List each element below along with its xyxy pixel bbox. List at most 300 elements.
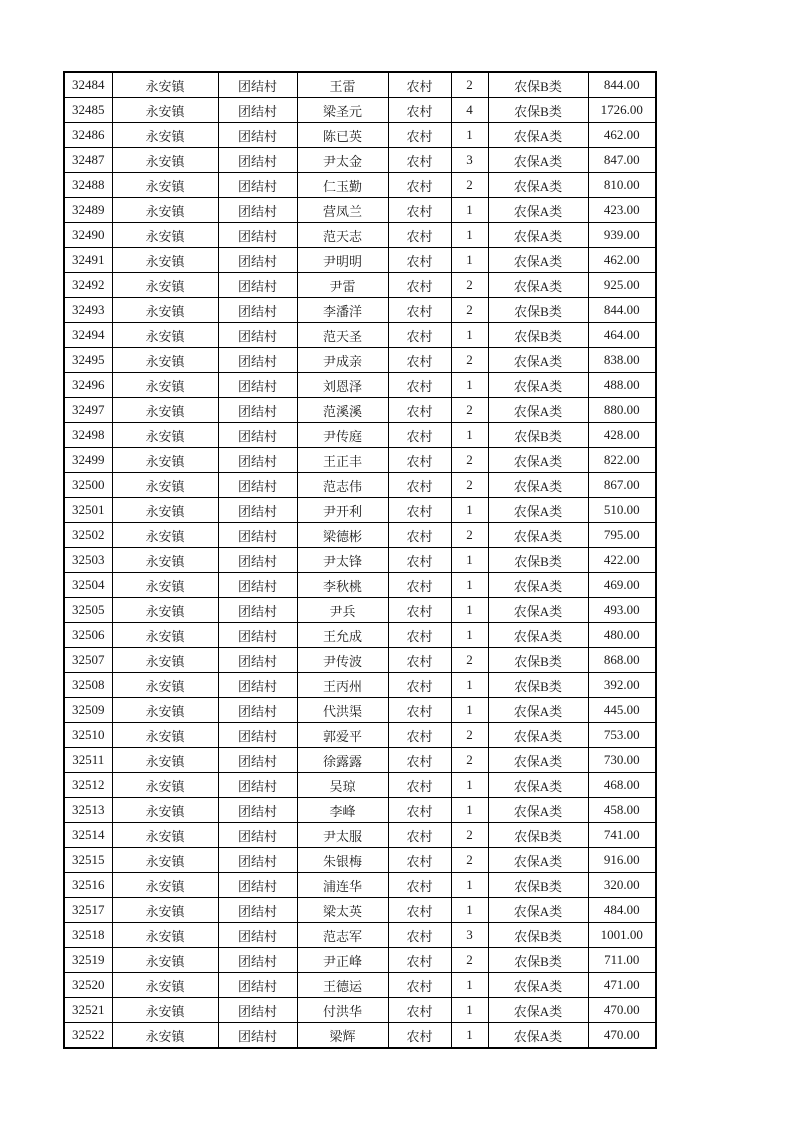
cell-category: 农保A类 — [488, 748, 588, 773]
cell-count: 2 — [451, 72, 488, 98]
cell-town: 永安镇 — [112, 673, 218, 698]
cell-category: 农保B类 — [488, 423, 588, 448]
cell-amount: 880.00 — [588, 398, 656, 423]
cell-count: 2 — [451, 523, 488, 548]
cell-name: 尹传庭 — [297, 423, 388, 448]
cell-id: 32508 — [64, 673, 112, 698]
cell-type: 农村 — [388, 773, 451, 798]
table-row — [64, 72, 656, 98]
cell-name: 吴琼 — [297, 773, 388, 798]
cell-amount: 422.00 — [588, 548, 656, 573]
cell-id: 32512 — [64, 773, 112, 798]
cell-town: 永安镇 — [112, 398, 218, 423]
cell-count: 1 — [451, 223, 488, 248]
cell-type: 农村 — [388, 473, 451, 498]
cell-count: 1 — [451, 623, 488, 648]
cell-amount: 462.00 — [588, 123, 656, 148]
cell-category: 农保B类 — [488, 98, 588, 123]
cell-village: 团结村 — [218, 198, 297, 223]
cell-town: 永安镇 — [112, 923, 218, 948]
cell-amount: 458.00 — [588, 798, 656, 823]
table-row — [64, 348, 656, 373]
cell-name: 王正丰 — [297, 448, 388, 473]
cell-name: 王德运 — [297, 973, 388, 998]
cell-town: 永安镇 — [112, 823, 218, 848]
cell-amount: 493.00 — [588, 598, 656, 623]
cell-count: 2 — [451, 273, 488, 298]
cell-category: 农保A类 — [488, 123, 588, 148]
cell-name: 朱银梅 — [297, 848, 388, 873]
table-row — [64, 598, 656, 623]
cell-count: 1 — [451, 423, 488, 448]
cell-village: 团结村 — [218, 298, 297, 323]
cell-id: 32493 — [64, 298, 112, 323]
cell-type: 农村 — [388, 248, 451, 273]
cell-id: 32498 — [64, 423, 112, 448]
cell-category: 农保A类 — [488, 573, 588, 598]
cell-town: 永安镇 — [112, 723, 218, 748]
cell-category: 农保B类 — [488, 873, 588, 898]
cell-name: 范志军 — [297, 923, 388, 948]
cell-id: 32485 — [64, 98, 112, 123]
cell-name: 尹正峰 — [297, 948, 388, 973]
cell-category: 农保A类 — [488, 723, 588, 748]
cell-village: 团结村 — [218, 673, 297, 698]
cell-village: 团结村 — [218, 348, 297, 373]
cell-town: 永安镇 — [112, 423, 218, 448]
cell-count: 3 — [451, 148, 488, 173]
cell-count: 1 — [451, 973, 488, 998]
cell-id: 32516 — [64, 873, 112, 898]
cell-amount: 730.00 — [588, 748, 656, 773]
cell-count: 4 — [451, 98, 488, 123]
cell-category: 农保A类 — [488, 398, 588, 423]
cell-count: 1 — [451, 573, 488, 598]
cell-town: 永安镇 — [112, 98, 218, 123]
cell-id: 32507 — [64, 648, 112, 673]
cell-category: 农保A类 — [488, 623, 588, 648]
table-row — [64, 398, 656, 423]
cell-village: 团结村 — [218, 848, 297, 873]
table-row — [64, 473, 656, 498]
cell-type: 农村 — [388, 898, 451, 923]
cell-id: 32489 — [64, 198, 112, 223]
cell-village: 团结村 — [218, 598, 297, 623]
cell-amount: 916.00 — [588, 848, 656, 873]
cell-id: 32510 — [64, 723, 112, 748]
cell-id: 32494 — [64, 323, 112, 348]
cell-name: 梁太英 — [297, 898, 388, 923]
cell-id: 32491 — [64, 248, 112, 273]
cell-id: 32514 — [64, 823, 112, 848]
cell-id: 32484 — [64, 72, 112, 98]
cell-category: 农保B类 — [488, 298, 588, 323]
cell-name: 尹开利 — [297, 498, 388, 523]
cell-town: 永安镇 — [112, 1023, 218, 1049]
cell-count: 2 — [451, 448, 488, 473]
cell-name: 付洪华 — [297, 998, 388, 1023]
cell-amount: 753.00 — [588, 723, 656, 748]
cell-category: 农保B类 — [488, 673, 588, 698]
cell-count: 2 — [451, 748, 488, 773]
table-row — [64, 323, 656, 348]
cell-id: 32486 — [64, 123, 112, 148]
cell-town: 永安镇 — [112, 773, 218, 798]
cell-village: 团结村 — [218, 698, 297, 723]
cell-amount: 741.00 — [588, 823, 656, 848]
cell-type: 农村 — [388, 223, 451, 248]
cell-town: 永安镇 — [112, 873, 218, 898]
cell-category: 农保A类 — [488, 973, 588, 998]
cell-count: 2 — [451, 348, 488, 373]
cell-count: 1 — [451, 198, 488, 223]
cell-count: 3 — [451, 923, 488, 948]
cell-count: 1 — [451, 598, 488, 623]
table-row — [64, 173, 656, 198]
cell-amount: 484.00 — [588, 898, 656, 923]
cell-id: 32513 — [64, 798, 112, 823]
cell-type: 农村 — [388, 298, 451, 323]
cell-village: 团结村 — [218, 173, 297, 198]
cell-amount: 464.00 — [588, 323, 656, 348]
cell-count: 1 — [451, 1023, 488, 1049]
table-row — [64, 148, 656, 173]
table-row — [64, 798, 656, 823]
cell-amount: 468.00 — [588, 773, 656, 798]
cell-count: 2 — [451, 298, 488, 323]
cell-type: 农村 — [388, 373, 451, 398]
cell-category: 农保B类 — [488, 648, 588, 673]
cell-village: 团结村 — [218, 323, 297, 348]
cell-village: 团结村 — [218, 398, 297, 423]
cell-name: 梁德彬 — [297, 523, 388, 548]
cell-amount: 469.00 — [588, 573, 656, 598]
cell-village: 团结村 — [218, 573, 297, 598]
table-row — [64, 823, 656, 848]
cell-count: 1 — [451, 248, 488, 273]
cell-village: 团结村 — [218, 1023, 297, 1049]
cell-count: 2 — [451, 848, 488, 873]
cell-name: 营凤兰 — [297, 198, 388, 223]
cell-type: 农村 — [388, 648, 451, 673]
cell-amount: 867.00 — [588, 473, 656, 498]
cell-category: 农保A类 — [488, 223, 588, 248]
cell-amount: 1001.00 — [588, 923, 656, 948]
cell-name: 范天志 — [297, 223, 388, 248]
cell-category: 农保B类 — [488, 72, 588, 98]
cell-amount: 471.00 — [588, 973, 656, 998]
cell-town: 永安镇 — [112, 148, 218, 173]
cell-name: 王丙州 — [297, 673, 388, 698]
cell-id: 32518 — [64, 923, 112, 948]
cell-type: 农村 — [388, 423, 451, 448]
table-row — [64, 298, 656, 323]
cell-type: 农村 — [388, 973, 451, 998]
cell-village: 团结村 — [218, 873, 297, 898]
table-row — [64, 648, 656, 673]
cell-amount: 470.00 — [588, 1023, 656, 1049]
cell-count: 1 — [451, 548, 488, 573]
cell-village: 团结村 — [218, 923, 297, 948]
cell-name: 范溪溪 — [297, 398, 388, 423]
cell-town: 永安镇 — [112, 198, 218, 223]
cell-type: 农村 — [388, 198, 451, 223]
table-row — [64, 698, 656, 723]
cell-name: 梁圣元 — [297, 98, 388, 123]
cell-category: 农保A类 — [488, 348, 588, 373]
cell-id: 32502 — [64, 523, 112, 548]
cell-count: 1 — [451, 898, 488, 923]
cell-count: 2 — [451, 948, 488, 973]
table-row — [64, 123, 656, 148]
cell-amount: 822.00 — [588, 448, 656, 473]
cell-count: 1 — [451, 323, 488, 348]
cell-category: 农保A类 — [488, 773, 588, 798]
table-row — [64, 423, 656, 448]
table-row — [64, 98, 656, 123]
cell-town: 永安镇 — [112, 798, 218, 823]
cell-id: 32509 — [64, 698, 112, 723]
cell-count: 1 — [451, 498, 488, 523]
table-row — [64, 898, 656, 923]
cell-id: 32500 — [64, 473, 112, 498]
cell-name: 尹太服 — [297, 823, 388, 848]
insurance-roster-table — [63, 71, 657, 1049]
cell-type: 农村 — [388, 523, 451, 548]
cell-id: 32521 — [64, 998, 112, 1023]
cell-village: 团结村 — [218, 423, 297, 448]
cell-type: 农村 — [388, 623, 451, 648]
cell-category: 农保A类 — [488, 998, 588, 1023]
cell-name: 刘恩泽 — [297, 373, 388, 398]
cell-town: 永安镇 — [112, 323, 218, 348]
cell-town: 永安镇 — [112, 548, 218, 573]
cell-id: 32506 — [64, 623, 112, 648]
cell-amount: 868.00 — [588, 648, 656, 673]
cell-type: 农村 — [388, 823, 451, 848]
cell-type: 农村 — [388, 498, 451, 523]
cell-type: 农村 — [388, 448, 451, 473]
cell-town: 永安镇 — [112, 298, 218, 323]
cell-category: 农保A类 — [488, 848, 588, 873]
cell-village: 团结村 — [218, 72, 297, 98]
cell-id: 32488 — [64, 173, 112, 198]
cell-town: 永安镇 — [112, 498, 218, 523]
cell-type: 农村 — [388, 348, 451, 373]
cell-village: 团结村 — [218, 973, 297, 998]
cell-id: 32520 — [64, 973, 112, 998]
cell-amount: 711.00 — [588, 948, 656, 973]
cell-town: 永安镇 — [112, 748, 218, 773]
cell-amount: 510.00 — [588, 498, 656, 523]
cell-town: 永安镇 — [112, 173, 218, 198]
cell-name: 李峰 — [297, 798, 388, 823]
cell-name: 尹成亲 — [297, 348, 388, 373]
cell-town: 永安镇 — [112, 523, 218, 548]
table-row — [64, 548, 656, 573]
cell-town: 永安镇 — [112, 473, 218, 498]
cell-count: 2 — [451, 723, 488, 748]
cell-amount: 320.00 — [588, 873, 656, 898]
cell-town: 永安镇 — [112, 898, 218, 923]
cell-amount: 939.00 — [588, 223, 656, 248]
cell-name: 尹传波 — [297, 648, 388, 673]
cell-amount: 480.00 — [588, 623, 656, 648]
cell-town: 永安镇 — [112, 848, 218, 873]
cell-town: 永安镇 — [112, 698, 218, 723]
cell-name: 代洪渠 — [297, 698, 388, 723]
cell-count: 1 — [451, 373, 488, 398]
cell-category: 农保B类 — [488, 948, 588, 973]
cell-village: 团结村 — [218, 373, 297, 398]
cell-name: 范志伟 — [297, 473, 388, 498]
cell-town: 永安镇 — [112, 573, 218, 598]
cell-category: 农保A类 — [488, 498, 588, 523]
cell-village: 团结村 — [218, 148, 297, 173]
cell-town: 永安镇 — [112, 948, 218, 973]
cell-id: 32495 — [64, 348, 112, 373]
cell-type: 农村 — [388, 173, 451, 198]
cell-category: 农保A类 — [488, 448, 588, 473]
cell-amount: 470.00 — [588, 998, 656, 1023]
cell-count: 1 — [451, 798, 488, 823]
cell-count: 2 — [451, 473, 488, 498]
cell-village: 团结村 — [218, 623, 297, 648]
cell-count: 2 — [451, 398, 488, 423]
cell-name: 范天圣 — [297, 323, 388, 348]
cell-category: 农保B类 — [488, 923, 588, 948]
cell-village: 团结村 — [218, 948, 297, 973]
cell-category: 农保A类 — [488, 698, 588, 723]
cell-town: 永安镇 — [112, 223, 218, 248]
cell-village: 团结村 — [218, 448, 297, 473]
table-row — [64, 198, 656, 223]
cell-category: 农保A类 — [488, 173, 588, 198]
cell-count: 2 — [451, 823, 488, 848]
table-row — [64, 273, 656, 298]
table-body — [64, 72, 656, 1048]
cell-amount: 844.00 — [588, 298, 656, 323]
cell-amount: 445.00 — [588, 698, 656, 723]
cell-name: 李秋桃 — [297, 573, 388, 598]
cell-id: 32497 — [64, 398, 112, 423]
cell-count: 1 — [451, 873, 488, 898]
cell-amount: 810.00 — [588, 173, 656, 198]
table-row — [64, 723, 656, 748]
table-row — [64, 773, 656, 798]
cell-type: 农村 — [388, 98, 451, 123]
table-row — [64, 973, 656, 998]
cell-type: 农村 — [388, 698, 451, 723]
cell-village: 团结村 — [218, 473, 297, 498]
cell-amount: 795.00 — [588, 523, 656, 548]
cell-town: 永安镇 — [112, 973, 218, 998]
table-row — [64, 998, 656, 1023]
cell-amount: 428.00 — [588, 423, 656, 448]
cell-town: 永安镇 — [112, 248, 218, 273]
cell-amount: 462.00 — [588, 248, 656, 273]
cell-id: 32496 — [64, 373, 112, 398]
cell-type: 农村 — [388, 398, 451, 423]
table-row — [64, 248, 656, 273]
cell-name: 尹明明 — [297, 248, 388, 273]
cell-village: 团结村 — [218, 748, 297, 773]
cell-id: 32505 — [64, 598, 112, 623]
cell-id: 32517 — [64, 898, 112, 923]
table-row — [64, 373, 656, 398]
table-row — [64, 523, 656, 548]
cell-amount: 488.00 — [588, 373, 656, 398]
cell-type: 农村 — [388, 673, 451, 698]
cell-category: 农保A类 — [488, 523, 588, 548]
cell-village: 团结村 — [218, 723, 297, 748]
cell-village: 团结村 — [218, 648, 297, 673]
cell-amount: 847.00 — [588, 148, 656, 173]
cell-type: 农村 — [388, 72, 451, 98]
cell-category: 农保A类 — [488, 798, 588, 823]
table-row — [64, 748, 656, 773]
cell-category: 农保B类 — [488, 323, 588, 348]
cell-name: 王雷 — [297, 72, 388, 98]
cell-name: 梁辉 — [297, 1023, 388, 1049]
table-row — [64, 848, 656, 873]
cell-village: 团结村 — [218, 223, 297, 248]
table-row — [64, 873, 656, 898]
table-row — [64, 673, 656, 698]
cell-category: 农保B类 — [488, 548, 588, 573]
cell-type: 农村 — [388, 573, 451, 598]
cell-type: 农村 — [388, 948, 451, 973]
cell-id: 32503 — [64, 548, 112, 573]
cell-name: 郭爱平 — [297, 723, 388, 748]
cell-category: 农保A类 — [488, 248, 588, 273]
cell-type: 农村 — [388, 148, 451, 173]
table-row — [64, 1023, 656, 1049]
cell-town: 永安镇 — [112, 373, 218, 398]
cell-amount: 838.00 — [588, 348, 656, 373]
cell-type: 农村 — [388, 998, 451, 1023]
cell-village: 团结村 — [218, 773, 297, 798]
cell-name: 尹兵 — [297, 598, 388, 623]
cell-type: 农村 — [388, 723, 451, 748]
cell-type: 农村 — [388, 923, 451, 948]
cell-amount: 1726.00 — [588, 98, 656, 123]
cell-town: 永安镇 — [112, 448, 218, 473]
cell-type: 农村 — [388, 123, 451, 148]
cell-count: 1 — [451, 998, 488, 1023]
cell-id: 32504 — [64, 573, 112, 598]
cell-type: 农村 — [388, 848, 451, 873]
cell-name: 仁玉勤 — [297, 173, 388, 198]
cell-town: 永安镇 — [112, 623, 218, 648]
cell-id: 32522 — [64, 1023, 112, 1049]
cell-name: 尹太金 — [297, 148, 388, 173]
cell-town: 永安镇 — [112, 123, 218, 148]
cell-type: 农村 — [388, 1023, 451, 1049]
table-row — [64, 498, 656, 523]
cell-town: 永安镇 — [112, 348, 218, 373]
table-row — [64, 448, 656, 473]
table-row — [64, 923, 656, 948]
cell-count: 1 — [451, 773, 488, 798]
cell-town: 永安镇 — [112, 998, 218, 1023]
cell-village: 团结村 — [218, 123, 297, 148]
cell-id: 32487 — [64, 148, 112, 173]
cell-type: 农村 — [388, 598, 451, 623]
cell-category: 农保A类 — [488, 273, 588, 298]
cell-name: 徐露露 — [297, 748, 388, 773]
cell-amount: 925.00 — [588, 273, 656, 298]
